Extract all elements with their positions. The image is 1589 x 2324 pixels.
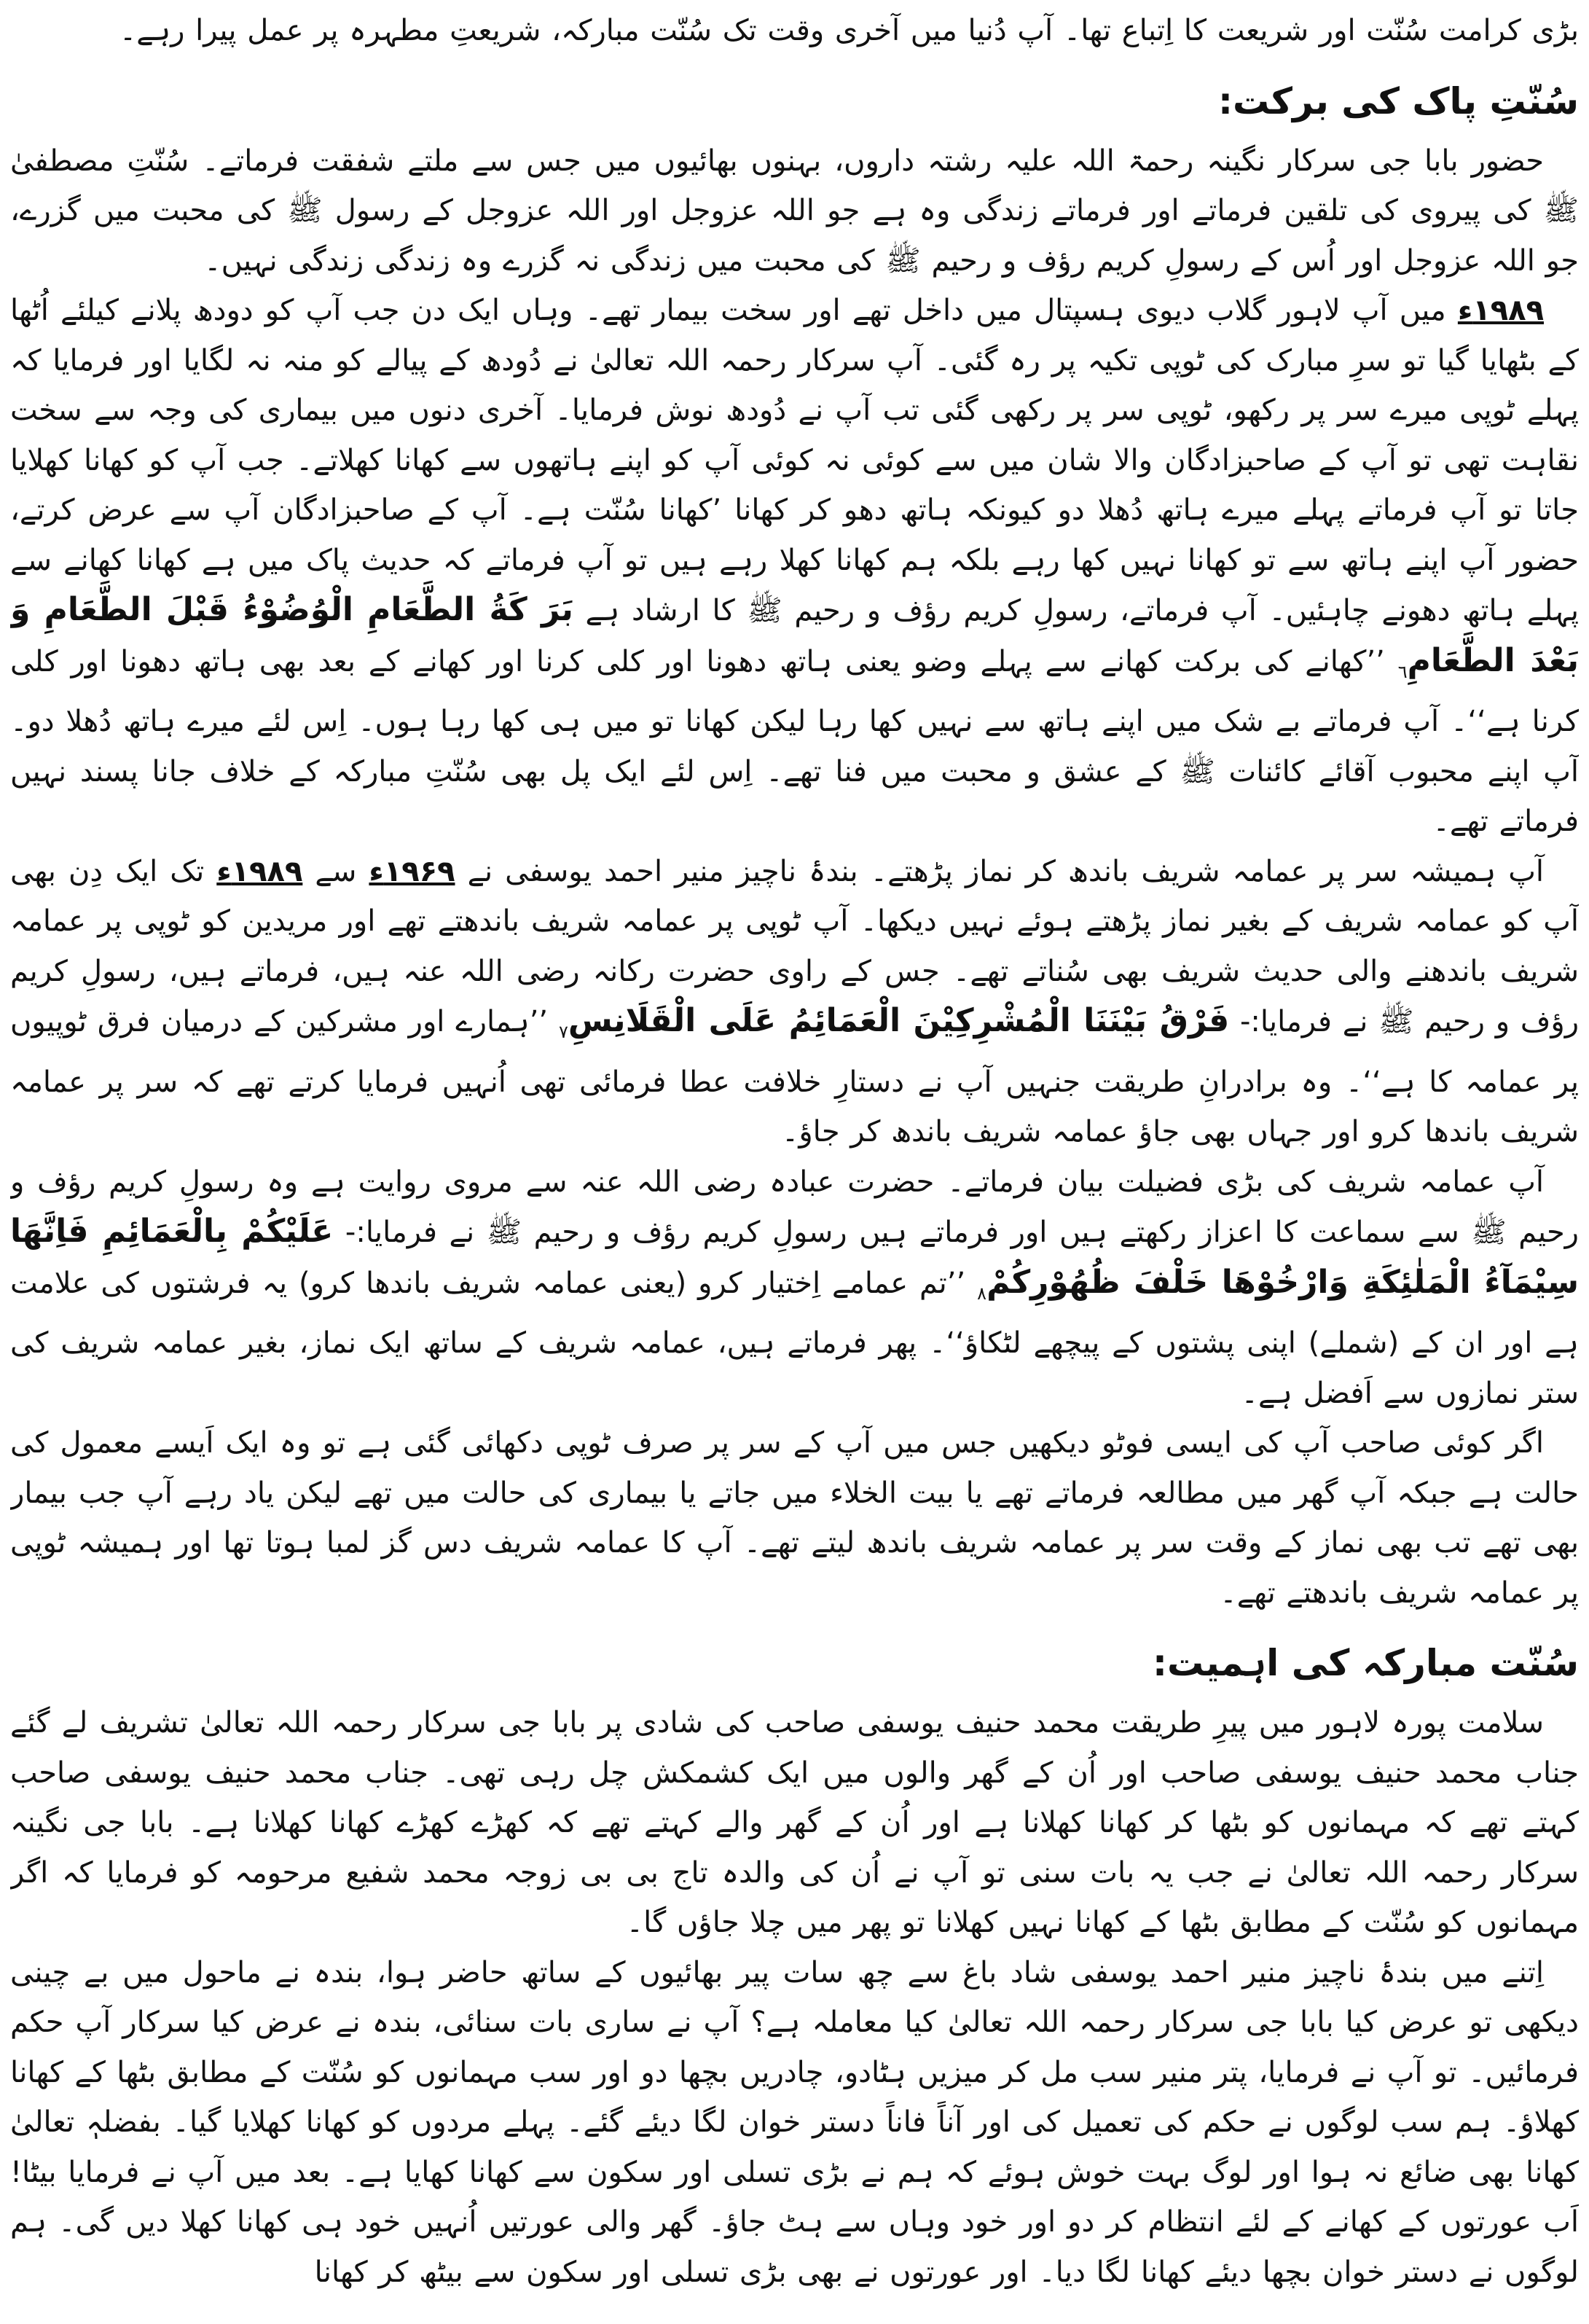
- paragraph-text: سے: [315, 854, 357, 888]
- paragraph-photo-note: اگر کوئی صاحب آپ کی ایسی فوٹو دیکھیں جس میں آپ کے سر پر صرف ٹوپی دکھائی گئی ہے تو وہ ایک اَیسے معمول کی حالت ہے جبکہ آپ گھر میں مطالعہ فرماتے تھے یا بیت الخلاء میں جاتے یا بیماری کی حالت میں تھے لیکن یاد رہے آپ جب بیمار بھی تھے تب بھی نماز کے وقت سر پر عمامہ شریف باندھ لیتے تھے۔ آپ کا عمامہ شریف دس گز لمبا ہوتا تھا اور ہمیشہ ٹوپی پر عمامہ شریف باندھتے تھے۔: [10, 1426, 1579, 1610]
- year-1989: ۱۹۸۹ء: [216, 854, 303, 888]
- footnote-marker: ٧: [558, 1022, 568, 1042]
- paragraph-text: میں آپ لاہور گلاب دیوی ہسپتال میں داخل تھے اور سخت بیمار تھے۔ وہاں ایک دن جب آپ کو دودھ پلانے کیلئے اُٹھا کے بٹھایا گیا تو سرِ مبارک کی ٹوپی تکیہ پر رہ گئی۔ آپ سرکار رحمہ اللہ تعالیٰ نے دُودھ کے پیالے کو منہ نہ لگایا اور فرمایا کہ پہلے ٹوپی میرے سر پر رکھو، ٹوپی سر پر رکھی گئی تب آپ نے دُودھ نوش فرمایا۔ آخری دنوں میں بیماری کی وجہ سے سخت نقاہت تھی تو آپ کے صاحبزادگان والا شان میں سے کوئی نہ کوئی آپ کو اپنے ہاتھوں سے کھانا کھلاتے۔ جب آپ کو کھانا کھلایا جاتا تو آپ فرماتے پہلے میرے ہاتھ دُھلا دو کیونکہ ہاتھ دھو کر کھانا ’کھانا سُنّت ہے۔ آپ کے صاحبزادگان آپ سے عرض کرتے، حضور آپ اپنے ہاتھ سے تو کھانا نہیں کھا رہے بلکہ ہم کھانا کھلا رہے ہیں تو آپ فرماتے کہ حدیث پاک میں ہے کھانا کھانے سے پہلے ہاتھ دھونے چاہئیں۔ آپ فرماتے، رسولِ کریم رؤف و رحیم ﷺ کا ارشاد ہے: [10, 294, 1579, 627]
- footnote-marker: ٨: [977, 1283, 987, 1304]
- paragraph-hospital-story: [10, 286, 1579, 847]
- year-1989: ۱۹۸۹ء: [1457, 294, 1544, 327]
- paragraph-amama-namaz: [10, 847, 1579, 1157]
- document-page: [10, 6, 1579, 2324]
- hadith-arabic-text: فَرْقُ بَيْنَنَا الْمُشْرِكِيْنَ الْعَمَائِمُ عَلَى الْقَلَانِسِ: [568, 1002, 1230, 1039]
- paragraph-sunnat-talqeen: حضور بابا جی سرکار نگینہ رحمۃ اللہ علیہ رشتہ داروں، بہنوں بھائیوں میں جس سے ملتے شفقت فرماتے۔ سُنّتِ مصطفیٰ ﷺ کی پیروی کی تلقین فرماتے اور فرماتے زندگی وہ ہے جو اللہ عزوجل اور اللہ عزوجل کے رسول ﷺ کی محبت میں گزرے، جو اللہ عزوجل اور اُس کے رسولِ کریم رؤف و رحیم ﷺ کی محبت میں زندگی نہ گزرے وہ زندگی زندگی نہیں۔: [10, 144, 1579, 278]
- paragraph-text: ’’تم عمامے اِختیار کرو (یعنی عمامہ شریف باندھا کرو) یہ فرشتوں کی علامت ہے اور ان کے (شملے) اپنی پشتوں کے پیچھے لٹکاؤ‘‘۔ پھر فرماتے ہیں، عمامہ شریف کے ساتھ ایک نماز، بغیر عمامہ شریف کی ستر نمازوں سے اَفضل ہے۔: [10, 1266, 1579, 1410]
- section-heading-sunnat-barkat: سُنّتِ پاک کی برکت:: [1217, 79, 1579, 122]
- paragraph-text: تک ایک دِن بھی آپ کو عمامہ شریف کے بغیر نماز پڑھتے ہوئے نہیں دیکھا۔ آپ ٹوپی پر عمامہ شریف باندھتے تھے اور مریدین کو ٹوپی پر عمامہ شریف باندھنے والی حدیث شریف بھی سُناتے تھے۔ جس کے راوی حضرت رکانہ رضی اللہ عنہ ہیں، فرماتے ہیں، رسولِ کریم رؤف و رحیم ﷺ نے فرمایا:-: [10, 854, 1579, 1038]
- paragraph-text: آپ عمامہ شریف کی بڑی فضیلت بیان فرماتے۔ حضرت عبادہ رضی اللہ عنہ سے مروی روایت ہے وہ رسولِ کریم رؤف و رحیم ﷺ سے سماعت کا اعزاز رکھتے ہیں اور فرماتے ہیں رسولِ کریم رؤف و رحیم ﷺ نے فرمایا:-: [10, 1165, 1579, 1249]
- footnote-marker: ٦: [1397, 661, 1408, 682]
- paragraph-guests-seated: اِتنے میں بندۂ ناچیز منیر احمد یوسفی شاد باغ سے چھ سات پیر بھائیوں کے ساتھ حاضر ہوا، بندہ نے ماحول میں بے چینی دیکھی تو عرض کیا بابا جی سرکار رحمہ اللہ تعالیٰ کیا معاملہ ہے؟ آپ نے ساری بات سنائی، بندہ نے عرض کیا سرکار آپ حکم فرمائیں۔ تو آپ نے فرمایا، پتر منیر سب مل کر میزیں ہٹادو، چادریں بچھا دو اور سب مہمانوں کو سُنّت کے مطابق بٹھا کے کھانا کھلاؤ۔ ہم سب لوگوں نے حکم کی تعمیل کی اور آناً فاناً دستر خوان لگا دیئے گئے۔ پہلے مردوں کو کھانا کھلایا گیا۔ بفضلہٖ تعالیٰ کھانا بھی ضائع نہ ہوا اور لوگ بہت خوش ہوئے کہ ہم نے بڑی تسلی اور سکون سے کھانا کھایا ہے۔ بعد میں آپ نے فرمایا بیٹا! اَب عورتوں کے کھانے کے لئے انتظام کر دو اور خود وہاں سے ہٹ جاؤ۔ گھر والی عورتیں اُنہیں خود ہی کھانا کھلا دیں گی۔ ہم لوگوں نے دستر خوان بچھا دیئے کھانا لگا دیا۔ اور عورتوں نے بھی بڑی تسلی اور سکون سے بیٹھ کر کھانا: [10, 1955, 1579, 2289]
- section-heading-sunnat-ahmiyat: سُنّت مبارکہ کی اہمیت:: [1153, 1642, 1579, 1684]
- paragraph-text: ’’کھانے کی برکت کھانے سے پہلے وضو یعنی ہاتھ دھونا اور کلی کرنا اور کھانے کے بعد بھی ہاتھ دھونا اور کلی کرنا ہے‘‘۔ آپ فرماتے بے شک میں اپنے ہاتھ سے نہیں کھا رہا لیکن کھانا تو میں ہی کھا رہا ہوں۔ اِس لئے میرے ہاتھ دُھلا دو۔ آپ اپنے محبوب آقائے کائنات ﷺ کے عشق و محبت میں فنا تھے۔ اِس لئے ایک پل بھی سُنّتِ مبارکہ کے خلاف جانا پسند نہیں فرماتے تھے۔: [10, 644, 1579, 838]
- hadith-arabic-text: بَرَ كَةُ الطَّعَامِ الْوُضُوْءُ قَبْلَ الطَّعَامِ وَ بَعْدَ الطَّعَامِ: [10, 591, 1579, 679]
- hadith-arabic-text: عَلَيْكُمْ بِالْعَمَائِمِ فَاِنَّهَا سِيْمَآءُ الْمَلٰئِكَةِ وَارْخُوْهَا خَلْفَ ظُهُوْرِكُمْ: [10, 1213, 1579, 1301]
- opening-paragraph: بڑی کرامت سُنّت اور شریعت کا اِتباع تھا۔ آپ دُنیا میں آخری وقت تک سُنّت مبارکہ، شریعتِ مطہرہ پر عمل پیرا رہے۔: [119, 14, 1579, 47]
- paragraph-amama-fazilat: [10, 1157, 1579, 1419]
- year-1969: ۱۹۶۹ء: [369, 854, 455, 888]
- paragraph-text: ’’ہمارے اور مشرکین کے درمیان فرق ٹوپیوں پر عمامہ کا ہے‘‘۔ وہ برادرانِ طریقت جنہیں آپ نے دستارِ خلافت عطا فرمائی تھی اُنہیں فرمایا کرتے تھے کہ سر پر عمامہ شریف باندھا کرو اور جہاں بھی جاؤ عمامہ شریف باندھ کر جاؤ۔: [10, 1005, 1579, 1149]
- paragraph-text: آپ ہمیشہ سر پر عمامہ شریف باندھ کر نماز پڑھتے۔ بندۂ ناچیز منیر احمد یوسفی نے: [467, 854, 1545, 888]
- paragraph-wedding-story: سلامت پورہ لاہور میں پیرِ طریقت محمد حنیف یوسفی صاحب کی شادی پر بابا جی سرکار رحمہ اللہ تعالیٰ تشریف لے گئے جناب محمد حنیف یوسفی صاحب اور اُن کے گھر والوں میں ایک کشمکش چل رہی تھی۔ جناب محمد حنیف یوسفی صاحب کہتے تھے کہ مہمانوں کو بٹھا کر کھانا کھلانا ہے اور اُن کے گھر والے کہتے تھے کہ کھڑے کھڑے کھانا کھلانا ہے۔ بابا جی نگینہ سرکار رحمہ اللہ تعالیٰ نے جب یہ بات سنی تو آپ نے اُن کی والدہ تاج بی بی زوجہ محمد شفیع مرحومہ کو فرمایا کہ اگر مہمانوں کو سُنّت کے مطابق بٹھا کے کھانا نہیں کھلانا تو پھر میں چلا جاؤں گا۔: [10, 1706, 1579, 1939]
